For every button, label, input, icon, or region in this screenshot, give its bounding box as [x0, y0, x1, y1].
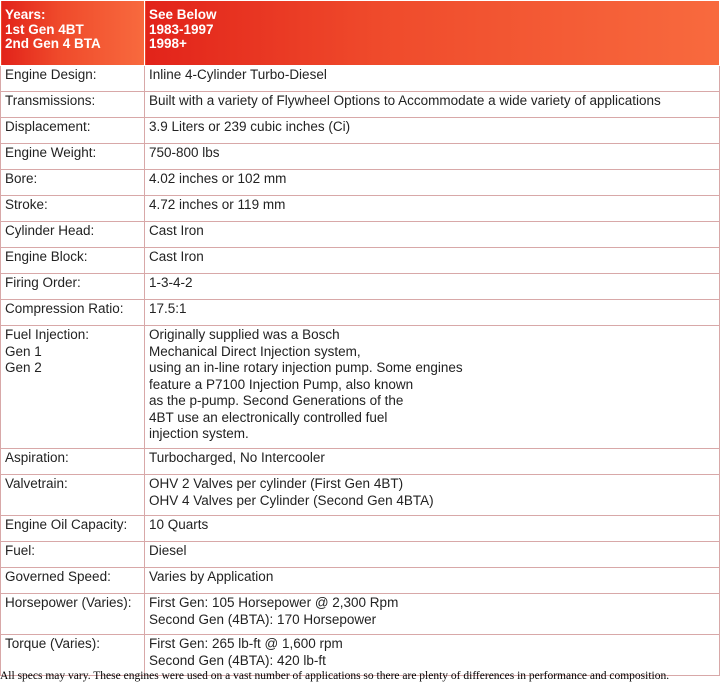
spec-label-text: Fuel: [5, 543, 36, 558]
spec-value-text: 4BT use an electronically controlled fuel [149, 409, 388, 425]
spec-value-text: OHV 2 Valves per cylinder (First Gen 4BT) [149, 476, 404, 491]
table-row [1, 449, 720, 475]
header-right-line: 1983-1997 [149, 21, 214, 37]
table-row [1, 274, 720, 300]
spec-label [1, 222, 145, 248]
table-row [1, 144, 720, 170]
spec-value-text: 4.72 inches or 119 mm [149, 197, 286, 212]
spec-value [145, 196, 720, 222]
spec-label [1, 274, 145, 300]
header-right-line: 1998+ [149, 36, 187, 51]
table-row [1, 516, 720, 542]
spec-value-text: injection system. [149, 426, 249, 441]
spec-value [145, 274, 720, 300]
header-left-line: 2nd Gen 4 BTA [5, 36, 101, 51]
spec-label [1, 542, 145, 568]
spec-label-text: Displacement: [5, 119, 91, 134]
spec-value [145, 475, 720, 516]
table-header-row [1, 1, 720, 66]
spec-label-text: Governed Speed: [5, 569, 111, 584]
spec-value [145, 300, 720, 326]
table-row [1, 594, 720, 635]
spec-label [1, 516, 145, 542]
spec-label-text: Transmissions: [5, 93, 96, 108]
spec-value-text: Cast Iron [149, 223, 204, 238]
table-row [1, 170, 720, 196]
spec-value [145, 170, 720, 196]
spec-value [145, 594, 720, 635]
spec-value [145, 326, 720, 449]
table-row [1, 222, 720, 248]
spec-label-text: Cylinder Head: [5, 223, 95, 238]
spec-value-text: 17.5:1 [149, 301, 187, 316]
table-row [1, 326, 720, 449]
spec-label [1, 449, 145, 475]
spec-label-text: Fuel Injection: [5, 327, 90, 342]
spec-value-text: Diesel [149, 543, 187, 558]
spec-value-text: 3.9 Liters or 239 cubic inches (Ci) [149, 119, 351, 134]
spec-label-text: Engine Weight: [5, 145, 97, 160]
spec-label [1, 594, 145, 635]
header-right-line: See Below [149, 7, 217, 22]
spec-label [1, 196, 145, 222]
spec-label-text: Firing Order: [5, 275, 81, 290]
spec-value [145, 568, 720, 594]
spec-label-text: Valvetrain: [5, 476, 68, 491]
header-left-line: Years: [5, 7, 46, 22]
spec-value-text: First Gen: 105 Horsepower @ 2,300 Rpm [149, 595, 399, 610]
spec-label-text: Compression Ratio: [5, 301, 124, 316]
header-years-cell [1, 1, 145, 66]
spec-value-text: 10 Quarts [149, 517, 209, 532]
spec-value [145, 248, 720, 274]
spec-value-text: 1-3-4-2 [149, 275, 193, 290]
table-row [1, 118, 720, 144]
spec-value-text: as the p-pump. Second Generations of the [149, 393, 404, 408]
table-row [1, 568, 720, 594]
spec-label-text: Torque (Varies): [5, 636, 101, 651]
spec-label [1, 92, 145, 118]
spec-value-text: 4.02 inches or 102 mm [149, 171, 287, 186]
spec-label [1, 300, 145, 326]
table-row [1, 475, 720, 516]
spec-value-text: Second Gen (4BTA): 420 lb-ft [149, 652, 326, 668]
spec-value-text: feature a P7100 Injection Pump, also known [149, 376, 414, 392]
footnote: All specs may vary. These engines were used on a vast number of applications so there are plenty of differences in performance and composition. [0, 670, 670, 682]
spec-value [145, 66, 720, 92]
spec-value [145, 118, 720, 144]
spec-label-text: Engine Design: [5, 67, 97, 82]
table-row [1, 92, 720, 118]
spec-value-text: Second Gen (4BTA): 170 Horsepower [149, 611, 377, 627]
table-row [1, 300, 720, 326]
spec-label-text: Engine Block: [5, 249, 88, 264]
spec-label-text: Bore: [5, 171, 38, 186]
spec-label-text: Stroke: [5, 197, 48, 212]
spec-value-text: Inline 4-Cylinder Turbo-Diesel [149, 67, 327, 82]
table-row [1, 66, 720, 92]
spec-label [1, 248, 145, 274]
spec-label-text: Horsepower (Varies): [5, 595, 132, 610]
spec-value-text: Originally supplied was a Bosch [149, 327, 340, 342]
header-left-line: 1st Gen 4BT [5, 21, 84, 37]
table-row [1, 196, 720, 222]
table-row [1, 248, 720, 274]
spec-value [145, 516, 720, 542]
spec-value-text: Built with a variety of Flywheel Options to Accommodate a wide variety of applications [149, 93, 661, 108]
spec-value-text: 750-800 lbs [149, 145, 220, 160]
spec-label [1, 568, 145, 594]
spec-label-text: Gen 1 [5, 343, 42, 359]
spec-label [1, 66, 145, 92]
spec-value-text: OHV 4 Valves per Cylinder (Second Gen 4BTA) [149, 492, 434, 508]
spec-value-text: Varies by Application [149, 569, 274, 584]
spec-label [1, 118, 145, 144]
spec-label [1, 170, 145, 196]
spec-value-text: using an in-line rotary injection pump. Some engines [149, 360, 463, 375]
spec-value [145, 144, 720, 170]
spec-label-text: Engine Oil Capacity: [5, 517, 128, 532]
spec-value [145, 92, 720, 118]
spec-value-text: First Gen: 265 lb-ft @ 1,600 rpm [149, 636, 343, 651]
spec-value-text: Mechanical Direct Injection system, [149, 343, 361, 359]
spec-label [1, 326, 145, 449]
spec-label-text: Gen 2 [5, 360, 42, 375]
spec-value-text: Cast Iron [149, 249, 204, 264]
table-row [1, 542, 720, 568]
spec-value [145, 449, 720, 475]
spec-value [145, 222, 720, 248]
header-dates-cell [145, 1, 720, 66]
spec-label [1, 475, 145, 516]
spec-label [1, 144, 145, 170]
spec-value-text: Turbocharged, No Intercooler [149, 450, 325, 465]
spec-value [145, 542, 720, 568]
spec-label-text: Aspiration: [5, 450, 69, 465]
